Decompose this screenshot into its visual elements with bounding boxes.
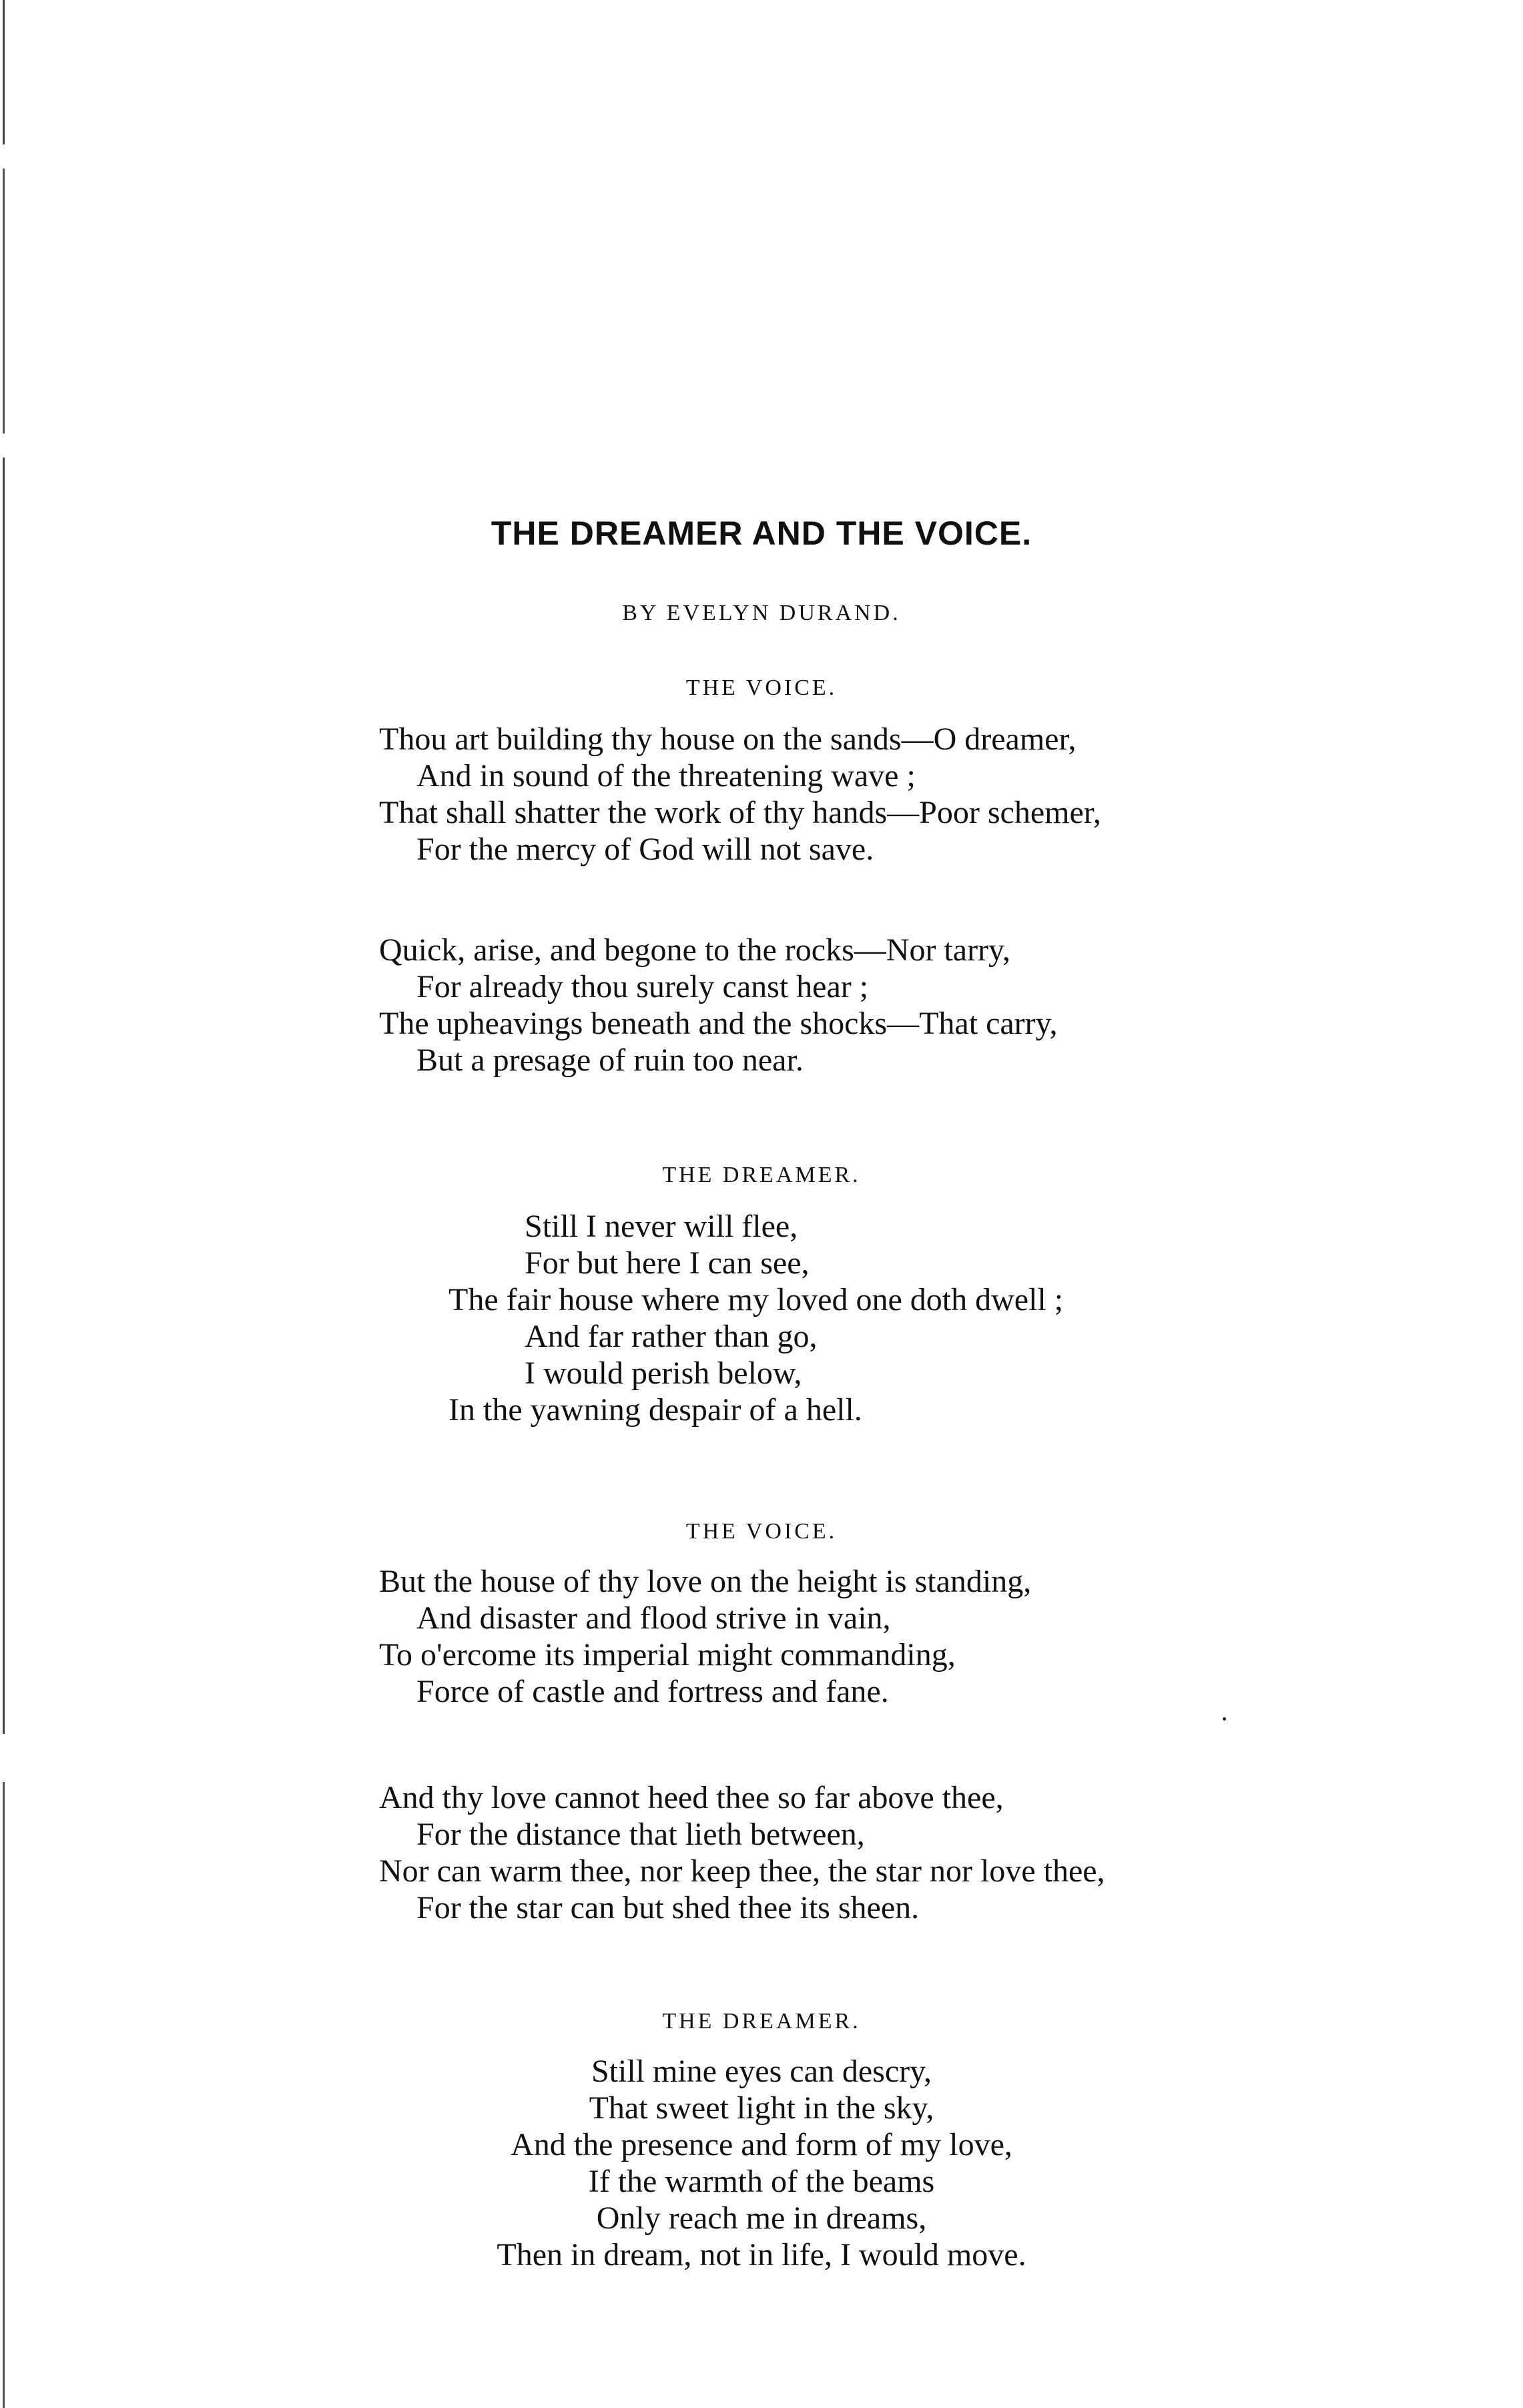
section-heading-voice-1: THE VOICE.: [685, 675, 838, 700]
stanza-dreamer-1: [448, 1208, 1063, 1428]
verse-line: And disaster and flood strive in vain,: [416, 1600, 891, 1636]
verse-line: The upheavings beneath and the shocks—That carry,: [379, 1006, 1058, 1041]
verse-line: For but here I can see,: [525, 1245, 810, 1281]
section-heading-dreamer-1: THE DREAMER.: [662, 1163, 861, 1187]
verse-line: To o'ercome its imperial might commanding,: [379, 1637, 956, 1673]
verse-line: Force of castle and fortress and fane.: [416, 1674, 889, 1709]
verse-line: Still I never will flee,: [525, 1209, 798, 1244]
poem-byline: BY EVELYN DURAND.: [622, 601, 901, 625]
verse-line: I would perish below,: [525, 1356, 802, 1391]
verse-line: Then in dream, not in life, I would move.: [497, 2237, 1026, 2273]
verse-line: Only reach me in dreams,: [596, 2200, 927, 2236]
section-heading-voice-2: THE VOICE.: [685, 1519, 838, 1544]
verse-line: And thy love cannot heed thee so far above thee,: [379, 1780, 1004, 1815]
verse-line: But a presage of ruin too near.: [416, 1042, 804, 1078]
verse-line: Quick, arise, and begone to the rocks—Nor tarry,: [379, 932, 1010, 968]
verse-line: That shall shatter the work of thy hands—Poor schemer,: [379, 795, 1101, 830]
verse-line: That sweet light in the sky,: [589, 2090, 934, 2126]
poem-title: THE DREAMER AND THE VOICE.: [491, 515, 1032, 552]
verse-line: For already thou surely canst hear ;: [416, 969, 869, 1004]
stanza-dreamer-2: [0, 2053, 1523, 2273]
stanza-voice-2a: [379, 1563, 1031, 1710]
verse-line: In the yawning despair of a hell.: [448, 1392, 862, 1428]
verse-line: Nor can warm thee, nor keep thee, the star nor love thee,: [379, 1853, 1105, 1889]
verse-line: For the star can but shed thee its sheen.: [416, 1890, 920, 1925]
stanza-voice-1b: [379, 932, 1058, 1079]
verse-line: But the house of thy love on the height is standing,: [379, 1564, 1032, 1599]
verse-line: And far rather than go,: [525, 1319, 818, 1354]
verse-line: Thou art building thy house on the sands—O dreamer,: [379, 721, 1077, 757]
verse-line: If the warmth of the beams: [588, 2164, 935, 2199]
verse-line: Still mine eyes can descry,: [591, 2054, 932, 2089]
verse-line: For the distance that lieth between,: [416, 1817, 865, 1852]
verse-line: And the presence and form of my love,: [511, 2127, 1012, 2162]
verse-line: And in sound of the threatening wave ;: [416, 758, 916, 794]
verse-line: The fair house where my loved one doth dwell ;: [448, 1282, 1064, 1317]
stanza-voice-1a: [379, 721, 1101, 868]
stanza-voice-2b: [379, 1779, 1105, 1926]
page-edge-rule: [3, 0, 5, 2408]
print-speck: [1223, 1717, 1226, 1721]
section-heading-dreamer-2: THE DREAMER.: [662, 2009, 861, 2034]
verse-line: For the mercy of God will not save.: [416, 832, 874, 867]
